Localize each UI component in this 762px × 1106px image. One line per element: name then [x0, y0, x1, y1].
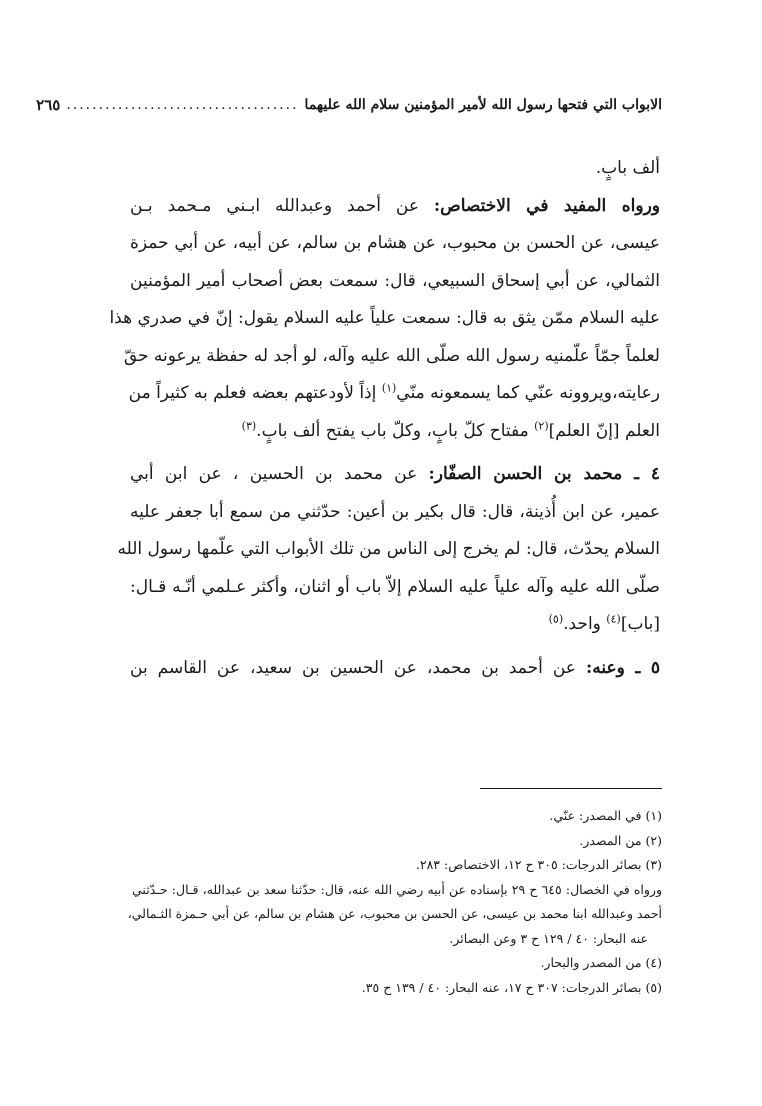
text-line	[130, 413, 660, 451]
text-line	[123, 338, 660, 376]
text-span: لعلماً جمّاً علّمنيه رسول الله صلّى الله عليه وآله، لو أجد له حفظة يرعونه حقّ	[123, 345, 660, 366]
text-line	[130, 375, 660, 413]
text-line	[130, 606, 660, 644]
page-number: ٢٦٥	[36, 96, 61, 114]
text-span: عيسى، عن الحسن بن محبوب، عن هشام بن سالم، عن أبيه، عن أبي حمزة	[130, 233, 660, 253]
text-span: ألف بابٍ.	[595, 158, 660, 178]
footnote-continuation: أحمد وعبدالله ابنا محمد بن عيسى، عن الحسن بن محبوب، عن هشام بن سالم، عن أبي حـمزة الثـمالي،	[127, 906, 662, 921]
text-line	[117, 531, 660, 569]
footnote-separator	[480, 788, 662, 789]
footnote-reference[interactable]: (٥)	[548, 612, 564, 626]
section-heading: ورواه المفيد في الاختصاص:	[433, 195, 660, 216]
text-span: مفتاح كلّ بابٍ، وكلّ باب يفتح ألف بابٍ.	[256, 420, 535, 441]
text-span: الثمالي، عن أبي إسحاق السبيعي، قال: سمعت بعض أصحاب أمير المؤمنين	[130, 270, 660, 291]
footnote: (٢) من المصدر.	[579, 832, 662, 848]
footnote-continuation: عنه البحار: ٤٠ / ١٢٩ ح ٣ وعن البصائر.	[449, 930, 648, 946]
text-span: إذاً لأودعتهم بعضه فعلم به كثيراً من	[128, 383, 382, 403]
running-head-title: الابواب التي فتحها رسول الله لأمير المؤمنين سلام الله عليهما	[304, 97, 662, 113]
text-line	[130, 188, 660, 226]
text-line	[130, 225, 660, 263]
text-span: عن أحمد بن محمد، عن الحسين بن سعيد، عن القاسم بن	[130, 657, 586, 678]
footnote-reference[interactable]: (١)	[381, 381, 397, 395]
text-line	[130, 569, 660, 607]
footnote: (٤) من المصدر والبحار.	[540, 955, 662, 970]
text-span: عليه السلام ممّن يثق به قال: سمعت علياً عليه السلام يقول: إنّ في صدري هذا	[109, 308, 660, 328]
section-heading: ٥ ـ وعنه:	[585, 657, 660, 678]
text-line	[130, 456, 660, 494]
footnotes	[127, 804, 663, 1000]
text-span: عمير، عن ابن أُذينة، قال: قال بكير بن أعين: حدّثني من سمع أبا جعفر عليه	[130, 501, 660, 522]
running-head-leader-dots: ....................................	[66, 97, 299, 113]
text-line	[130, 150, 660, 188]
footnote-reference[interactable]: (٢)	[534, 418, 549, 432]
footnote: (٥) بصائر الدرجات: ٣٠٧ ح ١٧، عنه البحار: ٤٠ / ١٣٩ ح ٣٥.	[361, 979, 662, 995]
footnote-continuation: ورواه في الخصال: ٦٤٥ ح ٢٩ بإسناده عن أبيه رضي الله عنه، قال: حدّثنا سعد بن عبدالله، قـال: حـدّثني	[132, 881, 663, 897]
footnote-reference[interactable]: (٤)	[606, 612, 621, 626]
footnote: (١) في المصدر: عنّي.	[549, 808, 662, 823]
section-heading: ٤ ـ محمد بن الحسن الصفّار:	[428, 464, 660, 484]
text-span: العلم [إنّ العلم]	[548, 420, 660, 441]
text-span: صلّى الله عليه وآله علياً عليه السلام إلاّ باب أو اثنان، وأكثر عـلمي أنّـه قـال:	[130, 576, 660, 597]
main-text	[109, 150, 660, 687]
text-span: عن أحمد وعبدالله ابـني مـحمد بـن	[130, 195, 434, 216]
footnote-reference[interactable]: (٣)	[241, 418, 257, 432]
text-span: رعايته،ويروونه عنّي كما يسمعونه منّي	[396, 383, 660, 403]
text-line	[130, 494, 660, 532]
text-line	[109, 300, 660, 338]
footnote: (٣) بصائر الدرجات: ٣٠٥ ح ١٢، الاختصاص: ٢٨٣.	[415, 857, 662, 872]
text-line	[130, 263, 660, 301]
text-line	[130, 650, 660, 688]
text-span: السلام يحدّث، قال: لم يخرج إلى الناس من تلك الأبواب التي علّمها رسول الله	[117, 539, 660, 559]
text-span: واحد.	[563, 614, 607, 634]
running-head	[36, 93, 662, 117]
text-span: [باب]	[620, 614, 660, 634]
text-span: عن محمد بن الحسين ، عن ابن أبي	[130, 464, 429, 484]
